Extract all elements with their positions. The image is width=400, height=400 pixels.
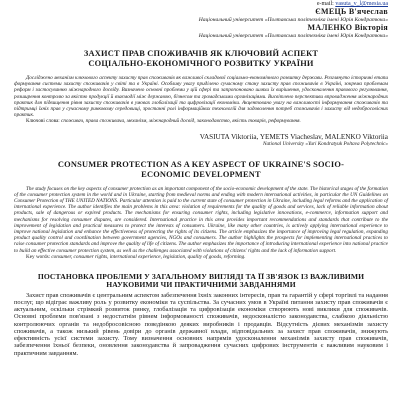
paper-title-uk: ЗАХИСТ ПРАВ СПОЖИВАЧІВ ЯК КЛЮЧОВИЙ АСПЕКТ СОЦІАЛЬНО-ЕКОНОМІЧНОГО РОЗВИТКУ УКРАЇНИ xyxy=(83,49,319,68)
keywords-uk-label: Ключові слова: xyxy=(26,118,60,125)
author-affiliation-1: Національний університет «Полтавська політехніка імені Юрія Кондратюка» xyxy=(198,17,388,23)
paper-title-en: CONSUMER PROTECTION AS A KEY ASPECT OF UKRAINE'S SOCIO-ECONOMIC DEVELOPMENT xyxy=(57,159,345,179)
keywords-en-text: consumer, consumer rights, international experience, legislation, quality of goods, reforming. xyxy=(51,253,246,260)
keywords-en-label: Key words: xyxy=(26,253,51,260)
affiliation-en: National University «Yuri Kondratyuk Poltava Polytechnic» xyxy=(262,140,388,147)
author-name-1: ЄМЕЦЬ В'ячеслав xyxy=(315,7,388,16)
authors-en: VASIUTA Viktoriia, YEMETS Viacheslav, MALENKO Viktoriia xyxy=(199,132,388,141)
body-paragraph: Захист прав споживачів є центральним аспектом забезпечення їхніх законних інтересів, прав та гарантій у сфері торгівлі та надання послуг, що відіграє важливу роль у розвитку економіки та суспільства. За сучасних умов в Україні питання захисту прав споживачів є актуальним, оскільки стрімкий розвиток ринку, глобалізація та цифровізація економіки створюють нові виклики для споживачів. Основні проблеми пов'язані з недостатнім рівнем інформованості споживачів, недосконалістю законодавства, слабкою діяльністю контролюючих органів та недобросовісною поведінкою деяких виробників і продавців. Відсутність дієвих механізмів захисту споживачів, а також низький рівень довіри до органів державної влади, відповідальних за захист прав споживачів, знижують ефективність усієї системи захисту. Тому визначення основних напрямів удосконалення механізмів захисту прав споживачів, забезпечення їхньої безпеки, оновлення законодавства й запровадження сучасних цифрових інструментів є важливим науковим і практичним завданням. xyxy=(14,291,388,357)
email-label: e-mail: xyxy=(316,1,334,7)
keywords-uk xyxy=(14,118,388,124)
email-link[interactable]: vasuta_v_l@mesia.ua xyxy=(335,1,388,7)
author-block xyxy=(14,0,388,40)
keywords-uk-text: споживач, права споживача, механізм, міжнародний досвід, законодавство, якість товарів, реформування. xyxy=(61,118,301,125)
author-name-2: МАЛЕНКО Вікторія xyxy=(307,23,388,32)
author-affiliation-2: Національний університет «Полтавська політехніка імені Юрія Кондратюка» xyxy=(198,33,388,39)
abstract-en: The study focuses on the key aspects of consumer protection as an important component of the socio-economic development of the state. The historical stages of the formation of the consumer protection system in the world and in Ukraine, starting from medieval norms and ending with modern international activities, in particular the UN Guidelines on Consumer Protection of THE UNITED NATIONS. Particular attention is paid to the current state of consumer protection in Ukraine, including legal reforms and the application of international experience. The author identifies the main problems in this area: violation of requirements for the quality of goods and services, lack of reliable information about products, sale of dangerous or expired products. The mechanisms for ensuring consumer rights, including legislative innovations, e-commerce, information support and mechanisms for resolving consumer disputes, are considered. International practice in this area provides important recommendations and standards that contribute to the improvement of legislation and practical measures to protect the interests of consumers. Ukraine, like many other countries, is actively applying international experience to improve national legislation and enhance the effectiveness of protecting the rights of its citizens. The article emphasizes the importance of improving legal regulation, expanding product quality control and coordination between government agencies, NGOs and consumers. The author highlights the prospects for implementing international practices to raise consumer protection standards and improve the quality of life of citizens. The author emphasizes the importance of introducing international experience into national practice to build an effective consumer protection system, as well as the challenges associated with violations of citizens' rights and the lack of information support. xyxy=(14,185,388,254)
keywords-en xyxy=(14,254,388,260)
section-heading: ПОСТАНОВКА ПРОБЛЕМИ У ЗАГАЛЬНОМУ ВИГЛЯДІ ТА ЇЇ ЗВ'ЯЗОК ІЗ ВАЖЛИВИМИ НАУКОВИМИ ЧИ ПРАКТИЧНИМИ ЗАВДАННЯМИ xyxy=(37,272,365,290)
abstract-uk: Досліджено механізм ключового аспекту захисту прав споживачів як важливої складової соціально-економічного розвитку держави. Розглянуто історичні етапи формування системи захисту споживачів у світі та в Україні. Особливу увагу приділено сучасному стану захисту прав споживачів в Україні, зокрема проблемам реформ і застосуванню міжнародного досвіду. Визначено основні проблеми у цій сфері та запропоновано шляхи їх вирішення, удосконалення правового регулювання, розширення контролю за якістю продукції й взаємодії між державою, бізнесом та громадськими організаціями. Висвітлено перспективи впровадження міжнародних практик для підвищення рівня захисту споживачів в умовах глобалізації та цифровізації економіки. Акцентовано увагу на важливості інформування споживачів та підтримці їхніх прав у сучасному ринковому середовищі, зростанні ролі інформаційних технологій для задоволення потреб споживачів і захисту від недобросовісних практик. xyxy=(14,75,388,119)
